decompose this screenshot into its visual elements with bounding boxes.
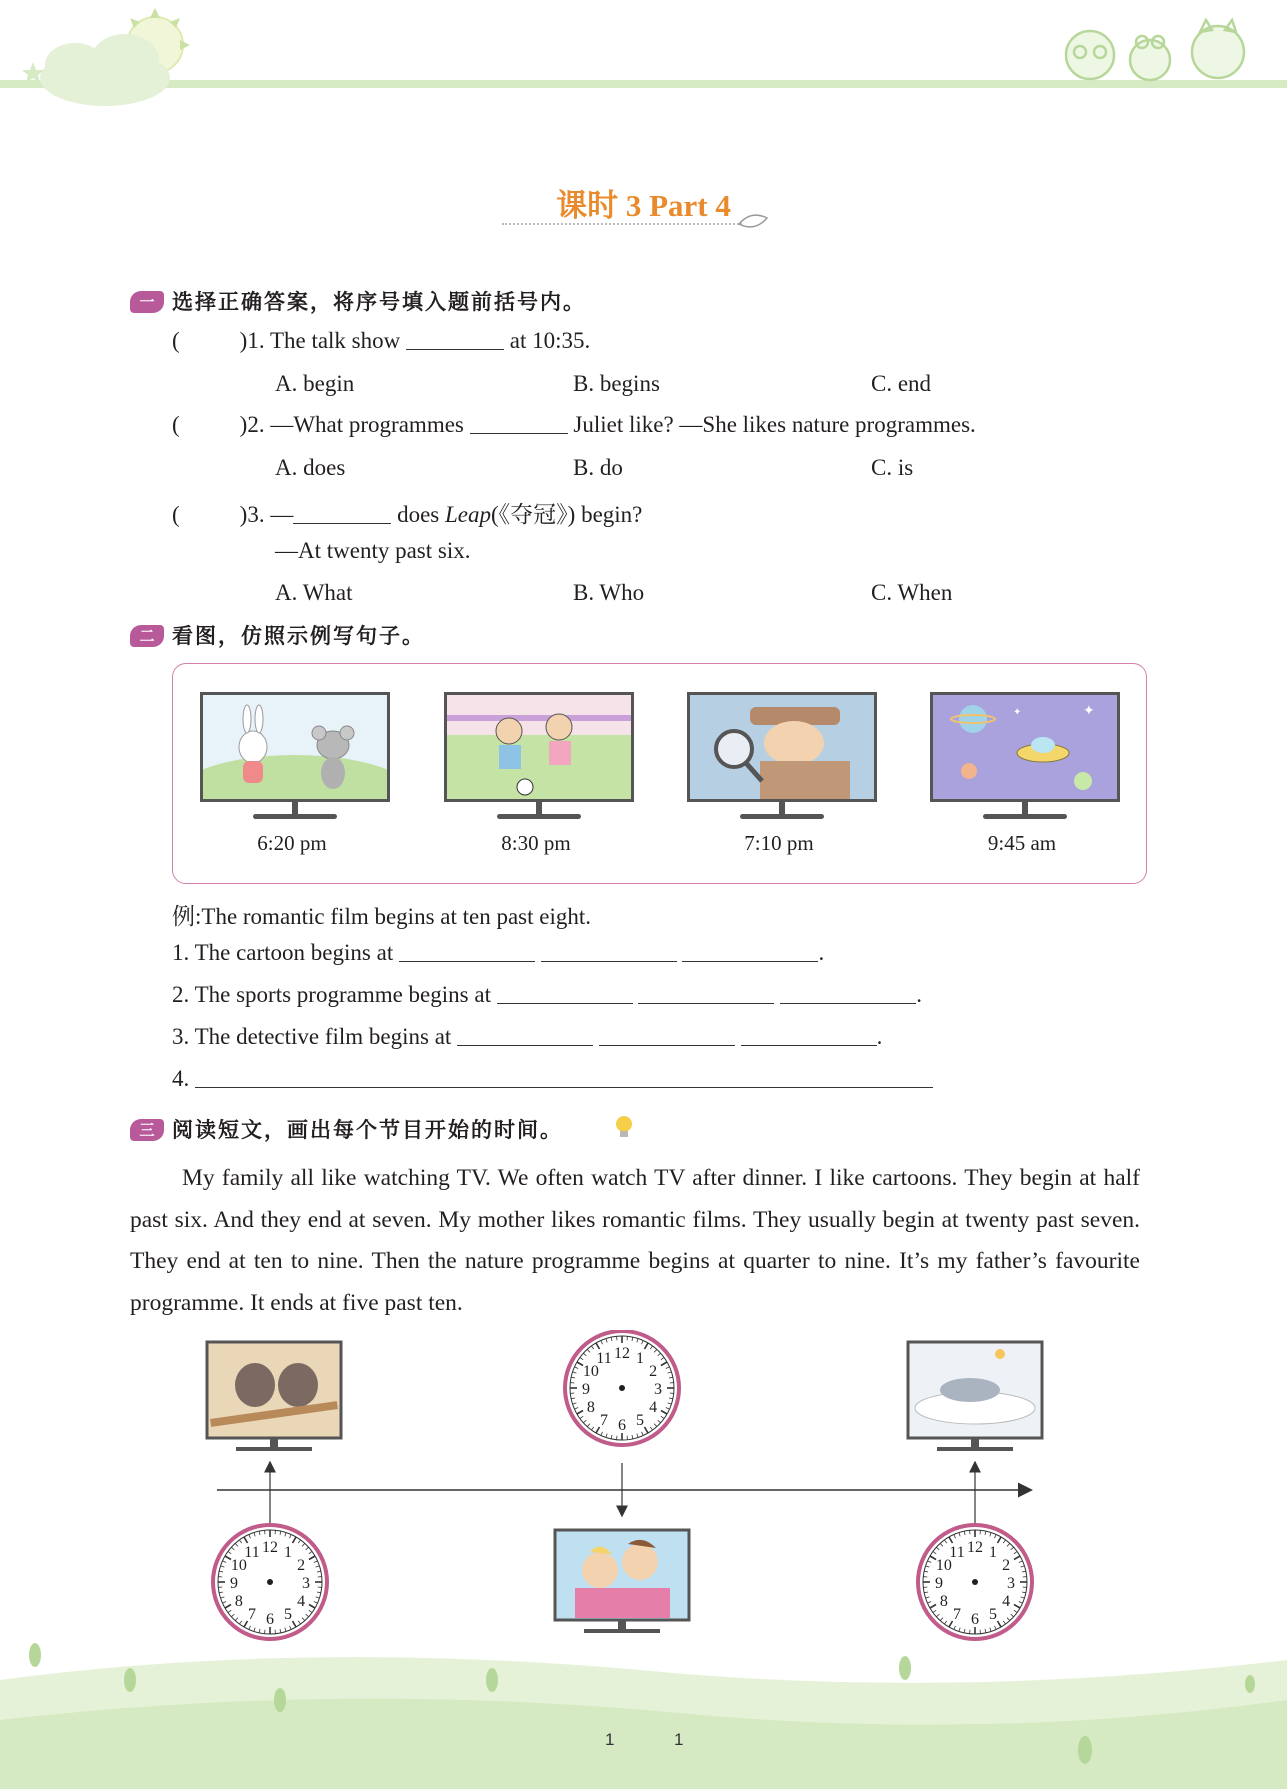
fill-blank[interactable] [541, 941, 677, 962]
clock-number: 6 [266, 1611, 274, 1628]
question-text: at 10:35. [509, 328, 591, 353]
fill-blank[interactable] [406, 329, 504, 350]
fill-blank[interactable] [195, 1067, 933, 1088]
clock-number: 7 [248, 1606, 256, 1624]
fill-blank[interactable] [497, 983, 633, 1004]
clock-face[interactable] [213, 1525, 327, 1639]
clock-number: 9 [935, 1575, 943, 1592]
clock-number: 10 [582, 1363, 599, 1380]
clock-number: 7 [953, 1606, 961, 1624]
tv-base [740, 814, 824, 819]
clock-number: 1 [989, 1543, 997, 1561]
question-text: The talk show [269, 328, 401, 353]
write-sentence-4 [172, 1066, 933, 1092]
question-number: )1. [239, 328, 265, 353]
clock-center [267, 1579, 273, 1585]
section2-badge: 二 [130, 625, 164, 647]
answer-paren: ( [172, 502, 180, 527]
clock-number: 12 [967, 1539, 983, 1556]
clock-number: 9 [582, 1381, 590, 1398]
fill-blank[interactable] [293, 503, 391, 524]
leaf-icon [735, 210, 771, 234]
clock-number: 8 [939, 1593, 948, 1610]
lesson-title: 课时 3 Part 4 [556, 188, 731, 223]
header-decoration [0, 0, 1287, 120]
tv-birds-cartoon [207, 1342, 341, 1451]
write-sentence-1 [172, 940, 824, 966]
question-1 [172, 328, 590, 354]
clock-center [972, 1579, 978, 1585]
tv-base [497, 814, 581, 819]
tv-stand [292, 802, 298, 814]
svg-text:✦: ✦ [1013, 707, 1022, 718]
tv-base [983, 814, 1067, 819]
clock-face[interactable] [918, 1525, 1032, 1639]
lightbulb-icon [612, 1114, 636, 1140]
football-players-icon [447, 695, 631, 799]
cloud-icon [40, 34, 170, 106]
option: A. does [275, 455, 346, 480]
fill-blank[interactable] [470, 413, 568, 434]
question-number: )3. [239, 502, 265, 527]
detective-magnifier-icon [690, 695, 874, 799]
example-sentence: 例:The romantic film begins at ten past eight. [172, 904, 592, 929]
clock-number: 11 [949, 1543, 965, 1561]
clock-number: 5 [989, 1606, 997, 1624]
clock-number: 1 [636, 1349, 644, 1367]
sentence-prompt: 1. The cartoon begins at [172, 940, 394, 965]
clock-number: 3 [1007, 1575, 1015, 1592]
question-text: —What programmes [270, 412, 464, 437]
clock-number: 3 [302, 1575, 310, 1592]
planets-ufo-icon [933, 695, 1117, 799]
option: C. is [871, 455, 914, 480]
tv-nature-seal [908, 1342, 1042, 1451]
clock-number: 11 [596, 1349, 612, 1367]
tv-screen [687, 692, 877, 802]
question-text: (《夺冠》) begin? [491, 502, 643, 527]
clock-number: 2 [297, 1557, 306, 1574]
sentence-prompt: 2. The sports programme begins at [172, 982, 491, 1007]
fill-blank[interactable] [399, 941, 535, 962]
clock-number: 2 [649, 1363, 658, 1380]
timeline-diagram [0, 1330, 1287, 1650]
section2-heading [130, 620, 425, 650]
tv-cartoon [200, 692, 390, 856]
clock-number: 4 [649, 1399, 658, 1416]
tv-space [930, 692, 1120, 856]
tv-screen [930, 692, 1120, 802]
clock-number: 5 [636, 1412, 644, 1430]
write-sentence-3 [172, 1024, 882, 1050]
option: B. do [573, 455, 623, 480]
clock-number: 10 [230, 1557, 247, 1574]
question-text: Juliet like? —She likes nature programmes. [573, 412, 976, 437]
show-time: 9:45 am [987, 831, 1057, 855]
period: . [818, 940, 825, 965]
clock-number: 1 [284, 1543, 292, 1561]
clock-center [619, 1385, 625, 1391]
clock-number: 4 [1002, 1593, 1011, 1610]
section3-instruction: 阅读短文，画出每个节目开始的时间。 [172, 1118, 563, 1142]
fill-blank[interactable] [780, 983, 916, 1004]
reading-passage: My family all like watching TV. We often watch TV after dinner. I like cartoons. They begin at half past six. And they end at seven. My mother likes romantic films. They usually begin at twenty past seven. They end at ten to nine. Then the nature programme begins at quarter to nine. It’s my father’s favourite programme. It ends at five past ten. [130, 1165, 1140, 1316]
clock-number: 12 [262, 1539, 278, 1556]
clock-number: 7 [600, 1412, 608, 1430]
answer-paren: ( [172, 412, 180, 437]
tv-detective [687, 692, 877, 856]
period: . [876, 1024, 883, 1049]
cartoon-animals-icon [203, 695, 387, 799]
section1-badge: 一 [130, 291, 164, 313]
clock-number: 3 [654, 1381, 662, 1398]
section1-instruction: 选择正确答案，将序号填入题前括号内。 [172, 290, 586, 314]
question-text: — [270, 502, 294, 527]
clock-number: 4 [297, 1593, 306, 1610]
clock-number: 2 [1002, 1557, 1011, 1574]
fill-blank[interactable] [599, 1025, 735, 1046]
show-time: 8:30 pm [501, 831, 571, 855]
page-number-left: 1 [605, 1730, 615, 1749]
clock-number: 10 [935, 1557, 952, 1574]
clock-number: 5 [284, 1606, 292, 1624]
tv-stand [536, 802, 542, 814]
tv-romantic-film [555, 1530, 689, 1633]
fill-blank[interactable] [741, 1025, 877, 1046]
clock-number: 11 [244, 1543, 260, 1561]
fill-blank[interactable] [682, 941, 818, 962]
section1-heading [130, 286, 586, 316]
option: C. end [871, 371, 932, 396]
show-time: 6:20 pm [257, 831, 327, 855]
tv-stand [1022, 802, 1028, 814]
tv-sports [444, 692, 634, 856]
tv-stand [779, 802, 785, 814]
question-number: )2. [239, 412, 265, 437]
clock-number: 8 [234, 1593, 243, 1610]
tv-screen [200, 692, 390, 802]
sentence-prompt: 4. [172, 1066, 190, 1091]
question-text: does [397, 502, 440, 527]
question-3 [172, 496, 642, 529]
tv-screen [444, 692, 634, 802]
answer-line: —At twenty past six. [275, 538, 471, 563]
question-2 [172, 412, 976, 438]
footer-hills [0, 1640, 1287, 1789]
section3-heading [130, 1114, 563, 1144]
show-time: 7:10 pm [744, 831, 814, 855]
clock-number: 8 [586, 1399, 595, 1416]
fill-blank[interactable] [638, 983, 774, 1004]
write-sentence-2 [172, 982, 922, 1008]
animal-faces-icon [1066, 20, 1244, 80]
clock-face[interactable] [565, 1331, 679, 1445]
clock-number: 12 [614, 1345, 630, 1362]
option: A. begin [275, 371, 355, 396]
svg-text:✦: ✦ [1083, 704, 1095, 719]
clock-number: 9 [230, 1575, 238, 1592]
film-title: Leap [445, 502, 492, 527]
fill-blank[interactable] [457, 1025, 593, 1046]
section3-badge: 三 [130, 1119, 164, 1141]
option: C. When [871, 580, 953, 605]
option: B. Who [573, 580, 645, 605]
section2-instruction: 看图，仿照示例写句子。 [172, 624, 425, 648]
title-underline [502, 223, 742, 225]
period: . [916, 982, 922, 1007]
sentence-prompt: 3. The detective film begins at [172, 1024, 452, 1049]
tv-base [253, 814, 337, 819]
option: B. begins [573, 371, 660, 396]
clock-number: 6 [971, 1611, 979, 1628]
clock-number: 6 [618, 1417, 626, 1434]
answer-paren: ( [172, 328, 180, 353]
page-number-right: 1 [674, 1730, 684, 1749]
option: A. What [275, 580, 353, 605]
